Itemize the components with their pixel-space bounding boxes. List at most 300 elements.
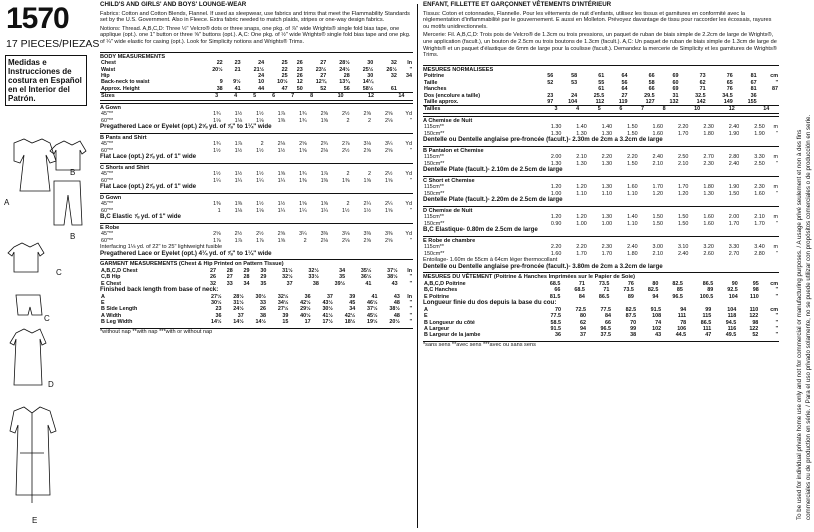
table-cell: 33 xyxy=(260,300,267,306)
table-cell: " xyxy=(410,177,412,184)
row-label: Hip xyxy=(101,72,110,79)
table-cell: 2½ xyxy=(385,171,393,178)
table-cell: 1.30 xyxy=(703,190,714,197)
table-cell: 31½ xyxy=(233,300,244,306)
table-cell: 1¼ xyxy=(277,207,286,214)
table-cell: 27 xyxy=(320,60,327,67)
table-cell: 2.70 xyxy=(728,250,740,257)
table-cell: 36 xyxy=(304,293,311,300)
table-cell: 77.5 xyxy=(600,306,612,313)
table-cell: 1.10 xyxy=(601,190,613,197)
table-cell: 56 xyxy=(343,85,350,92)
table-cell: 37½ xyxy=(387,267,398,274)
row-label: 150cm** xyxy=(424,190,445,197)
table-cell: 76 xyxy=(726,86,733,93)
table-cell: 97 xyxy=(547,98,554,105)
row-label: A Largeur xyxy=(424,326,450,332)
table-cell: 2 xyxy=(368,117,372,124)
table-cell: 1⅝ xyxy=(320,201,329,208)
table-cell: 74 xyxy=(655,319,662,326)
table-cell: 71 xyxy=(699,86,706,93)
table-cell: 1.10 xyxy=(627,190,638,197)
table-cell: 155 xyxy=(747,98,757,105)
french-garment-title: MESURES DU VÊTEMENT (Poitrine & Hanches Imprimées sur le Papier de Soie) xyxy=(423,272,779,281)
table-cell: 1.50 xyxy=(652,220,664,227)
table-cell: 66 xyxy=(605,319,612,326)
table-cell: cm xyxy=(770,280,778,287)
table-cell: 2¾ xyxy=(320,141,329,148)
view-title: C Shorts and Shirt xyxy=(100,163,413,172)
row-label: 150cm** xyxy=(424,250,445,257)
usage-disclaimer-line2: commerciales ou de production en série. / Para el uso privado solamente, no se puede utilizar con propósitos comerciales o de producción en serie. xyxy=(805,114,812,520)
table-cell: 84 xyxy=(605,313,612,320)
table-cell: 1⅞ xyxy=(234,237,243,244)
row-label: Taille approx. xyxy=(424,98,459,105)
row-label: A,B,C,D Chest xyxy=(101,267,138,274)
table-cell: 1.90 xyxy=(728,184,740,191)
table-cell: 1⅞ xyxy=(277,111,286,118)
view-title: C Short et Chemise xyxy=(423,176,779,185)
table-cell: 104 xyxy=(727,306,737,313)
table-cell: 25.5 xyxy=(593,92,605,99)
table-cell: 14 xyxy=(763,106,770,113)
english-garment-table xyxy=(100,268,413,287)
table-cell: 1.70 xyxy=(728,220,740,227)
gown-a-drawing xyxy=(14,139,56,191)
table-cell: 46½ xyxy=(367,300,378,306)
table-cell: 45½ xyxy=(367,312,378,319)
table-cell: " xyxy=(775,332,778,339)
table-cell: 82.5 xyxy=(647,287,659,294)
table-cell: 2⅝ xyxy=(213,231,221,238)
table-cell: 62 xyxy=(699,79,706,86)
table-cell: 94.5 xyxy=(725,319,737,326)
table-cell: 111 xyxy=(702,326,712,332)
view-note: Entoilage- 1.60m de 55cm à 64cm léger thermocollant xyxy=(423,257,558,264)
table-cell: 10 xyxy=(337,93,344,100)
table-cell: 20½ xyxy=(389,319,400,326)
table-cell: 2½ xyxy=(256,231,264,238)
table-cell: 39½ xyxy=(334,280,346,287)
table-cell: 2.50 xyxy=(754,160,765,167)
table-cell: 76 xyxy=(726,73,733,80)
table-cell: 32½ xyxy=(308,267,319,274)
table-cell: 24 xyxy=(258,72,265,79)
table-cell: 24 xyxy=(571,92,578,99)
table-cell: 1.50 xyxy=(627,160,638,167)
table-cell xyxy=(770,106,779,113)
table-cell: 87.5 xyxy=(625,313,637,320)
row-label: E Chest xyxy=(101,280,122,287)
english-body-title: BODY MEASUREMENTS xyxy=(100,52,413,61)
garment-illustrations xyxy=(0,135,92,530)
table-cell: 2.10 xyxy=(652,160,664,167)
table-cell: 2¼ xyxy=(363,201,372,208)
table-cell: 132 xyxy=(669,98,679,105)
table-cell: 115 xyxy=(702,313,712,320)
table-cell: 1¼ xyxy=(277,177,286,184)
table-cell: 3⅛ xyxy=(342,231,350,238)
table-cell: 1½ xyxy=(342,207,350,214)
table-cell: Yd xyxy=(405,231,412,238)
table-cell: 73 xyxy=(699,73,706,80)
table-cell: Yd xyxy=(405,141,412,148)
table-cell: 84 xyxy=(578,293,585,300)
table-cell: 8 xyxy=(662,106,666,113)
table-cell: 53 xyxy=(571,79,578,86)
table-cell: 18½ xyxy=(344,319,356,326)
table-cell: 2⅛ xyxy=(277,141,286,148)
table-cell: 0.90 xyxy=(550,220,562,227)
table-cell: 26 xyxy=(296,60,303,67)
table-cell: 71 xyxy=(578,280,585,287)
table-cell: 94 xyxy=(680,306,687,313)
table-cell: 65 xyxy=(726,79,733,86)
table-cell: 112 xyxy=(595,98,605,105)
table-cell: 25 xyxy=(281,72,288,79)
table-cell: 55 xyxy=(598,79,605,86)
table-cell: 1½ xyxy=(256,171,264,178)
table-cell: 1⅝ xyxy=(277,171,286,178)
table-cell: 38 xyxy=(216,85,223,92)
row-label: 45"** xyxy=(101,201,114,208)
table-cell: 1 xyxy=(217,207,221,214)
table-cell: " xyxy=(410,207,412,214)
table-cell: 73.5 xyxy=(623,287,634,294)
table-cell: 52 xyxy=(752,332,759,339)
table-cell: 19½ xyxy=(367,319,378,326)
row-label: A Width xyxy=(101,312,122,319)
table-cell: 38½ xyxy=(387,274,398,281)
table-cell: 1¾ xyxy=(299,117,307,124)
table-cell: 35½ xyxy=(360,267,372,274)
table-cell: " xyxy=(409,66,412,73)
table-cell: 1½ xyxy=(234,171,243,178)
table-cell: 85 xyxy=(676,287,683,294)
table-cell: 27 xyxy=(209,267,216,274)
table-cell: 43 xyxy=(391,280,398,287)
table-cell: 38½ xyxy=(389,306,400,313)
table-cell: 9½ xyxy=(233,79,241,86)
table-cell: 2 xyxy=(346,201,350,208)
table-cell: 1.30 xyxy=(601,184,613,191)
table-cell: 82.5 xyxy=(672,280,683,287)
table-cell: 9 xyxy=(219,79,223,86)
table-cell: 22 xyxy=(216,60,223,67)
table-cell: 14 xyxy=(398,93,405,100)
table-cell: 1.50 xyxy=(728,190,740,197)
english-finished-table xyxy=(100,294,413,326)
table-cell: 2.70 xyxy=(703,154,714,161)
view-title: B Pantalon et Chemise xyxy=(423,146,779,155)
table-cell: 1.80 xyxy=(627,250,638,257)
table-cell: 27½ xyxy=(210,293,222,300)
table-cell: 2¼ xyxy=(385,201,393,208)
table-cell: 2.50 xyxy=(754,124,765,131)
table-cell: 29 xyxy=(260,274,267,281)
table-cell: 3⅛ xyxy=(363,141,372,148)
table-row xyxy=(100,93,413,100)
row-label: 115cm** xyxy=(424,154,444,161)
table-cell: 2½ xyxy=(342,111,350,118)
row-label: 115cm** xyxy=(424,124,444,131)
shorts-c-drawing xyxy=(16,295,42,315)
table-cell: 1¾ xyxy=(213,141,221,148)
table-cell: 1½ xyxy=(363,207,372,214)
table-cell xyxy=(405,93,413,100)
column-divider xyxy=(417,4,418,528)
spanish-note-box: Medidas e Instrucciones de costura en Español en el Interior del Patrón. xyxy=(5,55,87,106)
table-cell: 34 xyxy=(339,267,346,274)
english-notions: Notions: Thread. A,B,C,D: Three ½" Velcro® dots or three snaps, one pkg. of ⅞" wide Wrights® single fold bias tape, one applique (opt.). one 1" button or three ⅝" buttons (opt.). A,C: One pkg. of ½" wide Wrights® single fold bias tape and one pkg. of ¼" wide elastic for casing (opt.). Look for Simplicity notions and Wrights® Trims. xyxy=(100,25,411,45)
table-cell: 61 xyxy=(598,86,605,93)
view-title: E Robe de chambre xyxy=(423,236,779,245)
table-cell: 94 xyxy=(652,293,659,300)
table-cell: 21 xyxy=(234,66,241,73)
table-cell: " xyxy=(776,190,778,197)
table-cell: 20½ xyxy=(212,66,223,73)
row-label: A xyxy=(101,293,105,300)
table-cell: 21½ xyxy=(253,66,265,73)
table-cell: 2.30 xyxy=(601,244,613,251)
figure-label-c-shirt: C xyxy=(56,268,62,277)
table-cell: 29½ xyxy=(300,306,311,313)
table-cell: 1.70 xyxy=(576,250,587,257)
table-cell: 1⅞ xyxy=(234,141,243,148)
table-cell: 37 xyxy=(326,293,333,300)
row-label: 115cm** xyxy=(424,244,444,251)
view-title: D Gown xyxy=(100,193,413,202)
table-cell: 80 xyxy=(652,280,659,287)
table-cell: 1.20 xyxy=(652,190,664,197)
table-cell: 1⅜ xyxy=(320,177,329,184)
view-note: Pregathered Lace or Eyelet (opt.) 2⅝ yd. of ⅞" to 1¼" wide xyxy=(100,123,272,130)
row-label: E xyxy=(424,313,428,320)
table-cell: 32.5 xyxy=(695,92,706,99)
table-cell: m xyxy=(773,154,778,161)
row-label: Sizes xyxy=(101,93,115,100)
table-cell: 1.80 xyxy=(703,184,714,191)
table-cell: 41½ xyxy=(322,312,333,319)
table-cell: 58.5 xyxy=(550,319,561,326)
table-cell: 41 xyxy=(234,85,241,92)
table-cell: 52 xyxy=(547,79,554,86)
table-cell: 14¼ xyxy=(362,79,374,86)
table-cell: 1.60 xyxy=(627,184,638,191)
table-cell: 3⅜ xyxy=(385,231,393,238)
english-finished-title: Finished back length from base of neck: xyxy=(100,286,219,293)
table-cell: 14½ xyxy=(233,319,244,326)
table-cell: 106 xyxy=(677,326,687,332)
table-cell: 1.70 xyxy=(677,130,689,137)
table-cell: 3 xyxy=(215,93,219,100)
table-cell: 12 xyxy=(728,106,735,113)
row-label: 60"** xyxy=(101,237,114,244)
table-cell: 29.5 xyxy=(644,92,655,99)
table-cell: 99 xyxy=(630,326,637,332)
table-cell: 3.20 xyxy=(703,244,714,251)
table-cell: 30 xyxy=(367,60,374,67)
table-cell: 47 xyxy=(705,332,712,339)
table-cell: 1.40 xyxy=(601,124,613,131)
table-cell: 64 xyxy=(621,86,628,93)
table-cell: 43 xyxy=(655,332,662,339)
table-cell: 98 xyxy=(752,287,759,294)
table-cell: 40½ xyxy=(300,312,311,319)
table-cell: 32 xyxy=(209,280,216,287)
table-cell: 68.5 xyxy=(574,287,585,294)
table-cell: 1.70 xyxy=(677,184,689,191)
table-cell: 1½ xyxy=(277,201,286,208)
table-cell: 2⅝ xyxy=(277,231,286,238)
table-cell: " xyxy=(409,280,412,287)
table-cell: 1.10 xyxy=(627,220,638,227)
table-cell: 2.30 xyxy=(703,160,714,167)
table-cell: " xyxy=(409,319,412,326)
table-cell: 64 xyxy=(621,73,628,80)
table-cell: 66 xyxy=(554,287,561,294)
table-cell: 48 xyxy=(393,300,400,306)
table-cell: 1.70 xyxy=(754,220,765,227)
table-cell: 12 xyxy=(296,79,303,86)
row-label: 150cm** xyxy=(424,220,445,227)
table-cell: 37.5 xyxy=(600,332,612,339)
table-cell: " xyxy=(410,237,412,244)
french-garment-table xyxy=(423,281,779,300)
table-cell: 1½ xyxy=(277,147,286,154)
table-cell: 2⅝ xyxy=(385,111,393,118)
table-cell: 2⅝ xyxy=(363,237,372,244)
row-label: B Largeur de la jambe xyxy=(424,332,481,339)
table-cell: " xyxy=(410,147,412,154)
shirt-b-drawing xyxy=(50,141,86,170)
table-cell: 2.40 xyxy=(652,154,664,161)
table-cell: 3.30 xyxy=(754,154,765,161)
table-cell: 35 xyxy=(260,280,267,287)
table-cell: 37 xyxy=(580,332,586,339)
table-cell: 1.50 xyxy=(677,214,689,221)
table-cell: 34.5 xyxy=(722,92,733,99)
table-cell: " xyxy=(409,274,412,281)
table-cell: 2.40 xyxy=(728,124,740,131)
french-last-note: Dentelle ou Dentelle anglaise pre-froncée (facult.)- 3.80m de 2cm a 3.2cm de large xyxy=(423,262,663,270)
table-cell: 89 xyxy=(627,293,634,300)
table-cell: 33 xyxy=(226,280,233,287)
row-label: A xyxy=(424,306,428,313)
table-cell: 1⅜ xyxy=(342,177,350,184)
table-cell: 1.30 xyxy=(601,214,613,221)
table-cell: 118 xyxy=(727,313,737,320)
usage-disclaimer xyxy=(788,0,814,532)
table-cell: 2.20 xyxy=(601,154,613,161)
table-cell: 10 xyxy=(694,106,701,113)
table-cell: 50 xyxy=(296,85,303,92)
table-cell: 2.40 xyxy=(627,244,638,251)
table-cell: 2.80 xyxy=(754,250,765,257)
table-cell: 2 xyxy=(260,141,264,148)
table-cell: 2⅝ xyxy=(320,111,329,118)
table-cell: 37½ xyxy=(367,306,378,313)
english-last-note: Pregathered Lace or Eyelet (opt.) 4¼ yd. of ⅞" to 1¼" wide xyxy=(100,249,272,257)
table-cell: 1½ xyxy=(213,171,221,178)
table-row xyxy=(423,332,779,338)
pants-b-drawing xyxy=(54,181,82,225)
table-cell: 142 xyxy=(696,98,706,105)
table-cell: 1.20 xyxy=(550,214,562,221)
table-cell: " xyxy=(776,250,778,257)
table-cell: 2 xyxy=(346,117,350,124)
table-cell: 36 xyxy=(750,92,757,99)
table-cell: 28 xyxy=(243,274,250,281)
table-cell: 58 xyxy=(648,79,655,86)
table-cell: 39 xyxy=(349,293,356,300)
row-label: Chest xyxy=(101,60,116,67)
table-cell: 30 xyxy=(260,267,267,274)
table-cell: 17½ xyxy=(322,319,333,326)
row-label: E Poitrine xyxy=(424,293,450,300)
table-cell: 8 xyxy=(310,93,314,100)
row-label: 60"** xyxy=(101,177,114,184)
english-garment-title: GARMENT MEASUREMENTS (Chest & Hip Printed on Pattern Tissue) xyxy=(100,259,413,268)
table-cell: 24½ xyxy=(233,306,244,313)
table-cell: 2⅛ xyxy=(320,237,329,244)
table-cell: 29 xyxy=(243,267,250,274)
table-cell: " xyxy=(775,319,778,326)
table-cell: 3⅜ xyxy=(363,231,372,238)
table-cell: 92.5 xyxy=(727,287,738,294)
table-cell: 2.00 xyxy=(550,154,562,161)
row-label: Waist xyxy=(101,66,116,73)
table-cell: 34 xyxy=(406,72,412,79)
table-cell: 68.5 xyxy=(549,280,561,287)
table-cell: 7 xyxy=(640,106,644,113)
row-label: 60"** xyxy=(101,117,114,124)
table-cell: 23 xyxy=(215,306,222,313)
view-note: Interfacing 1⅛ yd. of 22" to 25" lightweight fusible xyxy=(100,244,223,250)
table-cell: " xyxy=(775,313,778,320)
english-fabrics: Fabrics: Cotton and Cotton Blends, Flannel. If used as sleepwear, use fabrics and trims that meet the Flammability Standards set by the U.S. Government. Also in Fleece. Extra fabric needed to match plaids, stripes or one-way design fabrics. xyxy=(100,10,410,24)
table-cell: " xyxy=(409,306,412,313)
table-cell: 41 xyxy=(365,280,372,287)
table-cell: 2.50 xyxy=(677,154,689,161)
table-cell: 32 xyxy=(390,72,397,79)
table-cell: 91.5 xyxy=(550,326,561,332)
row-label: Back-neck to waist xyxy=(101,79,150,86)
table-cell: cm xyxy=(770,73,778,80)
figure-label-e: E xyxy=(32,516,38,525)
row-label: 150cm** xyxy=(424,160,445,167)
row-label: 45"** xyxy=(101,231,114,238)
table-cell: 47 xyxy=(281,85,288,92)
table-cell: 2⅛ xyxy=(385,117,393,124)
table-cell: 1½ xyxy=(234,111,243,118)
row-label: C,B Hip xyxy=(101,274,121,281)
table-cell: 38 xyxy=(312,280,319,287)
english-title: CHILD'S AND GIRLS' AND BOYS' LOUNGE-WEAR xyxy=(100,1,247,8)
table-cell: 1¾ xyxy=(299,171,307,178)
table-cell: In xyxy=(407,293,412,300)
table-cell: 39 xyxy=(282,312,289,319)
yardage-table xyxy=(423,244,779,257)
table-cell: 26 xyxy=(260,306,267,313)
table-cell: 1.50 xyxy=(677,220,689,227)
table-cell: 2⅝ xyxy=(385,237,393,244)
row-label: A,B,C,D Poitrine xyxy=(424,280,466,287)
french-sizes-row xyxy=(423,105,779,113)
table-cell: 1.20 xyxy=(576,214,587,221)
table-cell: 1.60 xyxy=(652,124,664,131)
table-cell: 2½ xyxy=(342,147,350,154)
